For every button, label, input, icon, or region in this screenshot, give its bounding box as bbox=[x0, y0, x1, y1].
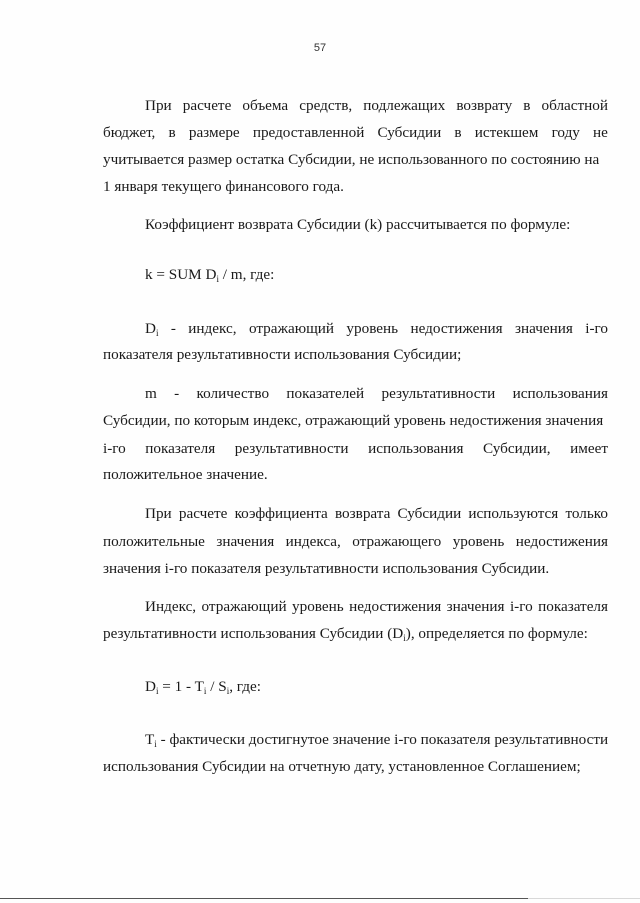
p5-line-2: положительные значения индекса, отражающего уровень недостижения bbox=[103, 533, 608, 550]
scan-edge-line bbox=[0, 898, 528, 899]
p5-line-3: значения i-го показателя результативности использования Субсидии. bbox=[103, 560, 550, 577]
p5-line-1: При расчете коэффициента возврата Субсидии используются только bbox=[145, 505, 608, 522]
p4-line-2: Субсидии, по которым индекс, отражающий уровень недостижения значения bbox=[103, 412, 604, 429]
p7-line-1: $T_i$ - фактически достигнутое значение i-го показателя результативности bbox=[145, 731, 609, 749]
formula-d: $D_i = 1 - T_i / S_i$, где: bbox=[145, 678, 261, 696]
p4-line-1: m - количество показателей результативности использования bbox=[145, 385, 608, 402]
formula-k: k = SUM $D_i$ / m, где: bbox=[145, 266, 275, 284]
p6-line-2: результативности использования Субсидии $(D_i)$, определяется по формуле: bbox=[103, 625, 588, 643]
p3-line-1: $D_i$ - индекс, отражающий уровень недостижения значения i-го bbox=[145, 320, 608, 338]
p1-line-3: учитывается размер остатка Субсидии, не использованного по состоянию на bbox=[103, 151, 600, 168]
p1-line-1: При расчете объема средств, подлежащих возврату в областной bbox=[145, 97, 608, 114]
p4-line-4: положительное значение. bbox=[103, 466, 268, 483]
p2-line-1: Коэффициент возврата Субсидии (k) рассчитывается по формуле: bbox=[145, 216, 571, 233]
p6-line-1: Индекс, отражающий уровень недостижения значения i-го показателя bbox=[145, 598, 608, 615]
scan-edge-line-faint bbox=[528, 898, 640, 899]
p4-line-3: i-го показателя результативности использования Субсидии, имеет bbox=[103, 440, 608, 457]
p1-line-4: 1 января текущего финансового года. bbox=[103, 178, 344, 195]
p1-line-2: бюджет, в размере предоставленной Субсидии в истекшем году не bbox=[103, 124, 608, 141]
p7-line-2: использования Субсидии на отчетную дату, установленное Соглашением; bbox=[103, 758, 581, 775]
p3-line-2: показателя результативности использования Субсидии; bbox=[103, 346, 462, 363]
page-number: 57 bbox=[313, 42, 327, 54]
